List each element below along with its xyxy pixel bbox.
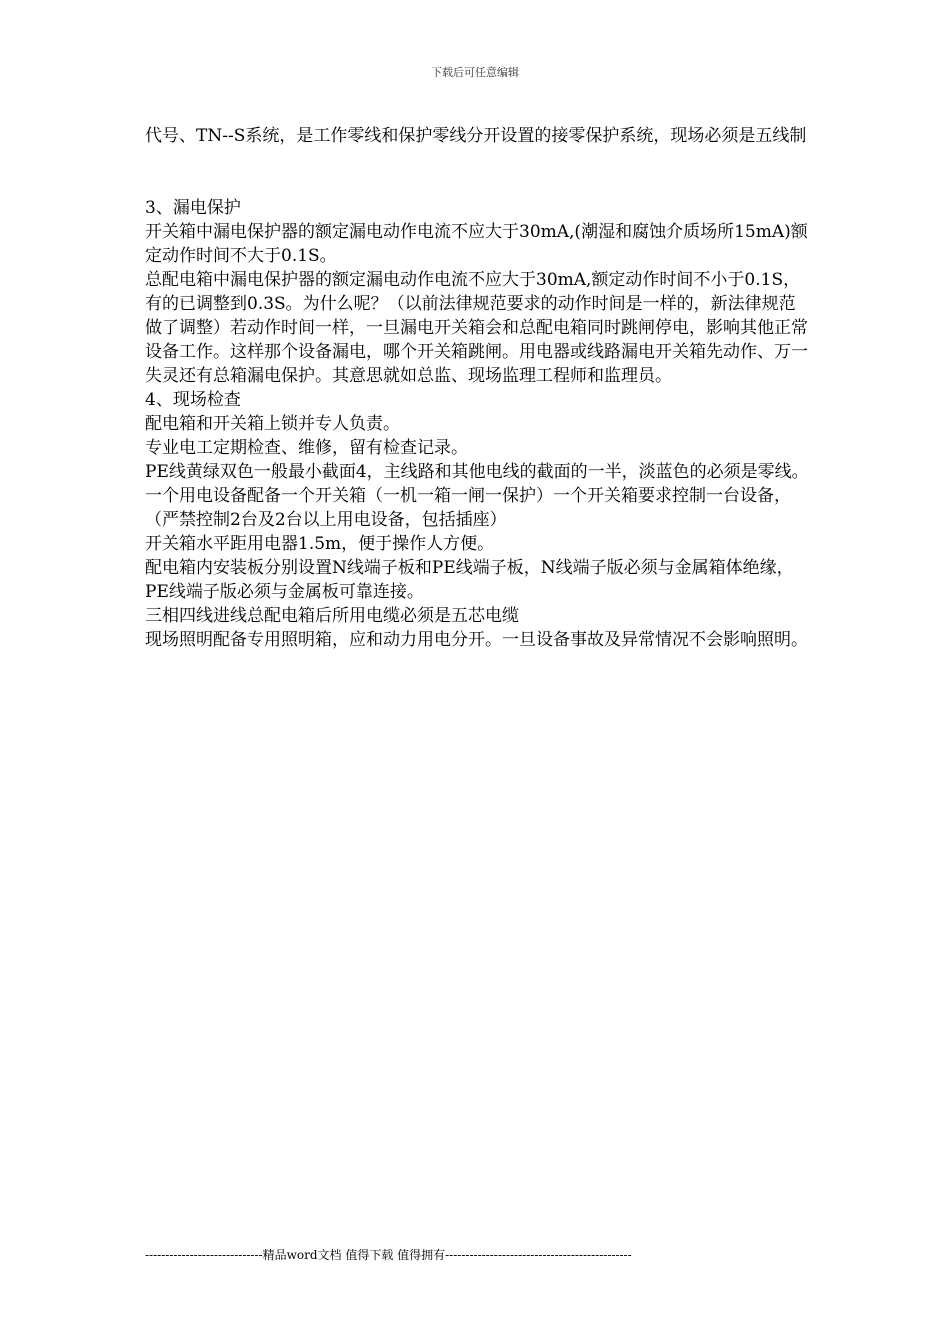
section-3-heading: 3、漏电保护 [145,198,241,218]
section-4-paragraph-4: 一个用电设备配备一个开关箱（一机一箱一闸一保护）一个开关箱要求控制一台设备，（严禁控制2台及2台以上用电设备，包括插座） [145,486,791,530]
section-4-paragraph-8: 现场照明配备专用照明箱，应和动力用电分开。一旦设备事故及异常情况不会影响照明。 [145,630,808,650]
section-4-heading: 4、现场检查 [145,390,241,410]
paragraph-gap [145,148,810,196]
intro-paragraph: 代号、TN--S系统，是工作零线和保护零线分开设置的接零保护系统，现场必须是五线制 [145,126,807,146]
section-4-paragraph-1: 配电箱和开关箱上锁并专人负责。 [145,414,400,434]
section-4-paragraph-5: 开关箱水平距用电器1.5m，便于操作人方便。 [145,534,495,554]
section-4-paragraph-6: 配电箱内安装板分别设置N线端子板和PE线端子板，N线端子版必须与金属箱体绝缘，PE线端子版必须与金属板可靠连接。 [145,558,794,602]
section-3-paragraph-2: 总配电箱中漏电保护器的额定漏电动作电流不应大于30mA,额定动作时间不小于0.1S，有的已调整到0.3S。为什么呢？（以前法律规范要求的动作时间是一样的，新法律规范做了调整）若动作时间一样，一旦漏电开关箱会和总配电箱同时跳闸停电，影响其他正常设备工作。这样那个设备漏电，哪个开关箱跳闸。用电器或线路漏电开关箱先动作、万一失灵还有总箱漏电保护。其意思就如总监、现场监理工程师和监理员。 [145,270,808,386]
page-header: 下载后可任意编辑 [431,66,519,79]
page-footer: -----------------------------精品word文档 值得下载 值得拥有---------------------------------------------- [145,1248,632,1262]
section-3-paragraph-1: 开关箱中漏电保护器的额定漏电动作电流不应大于30mA,(潮湿和腐蚀介质场所15mA)额定动作时间不大于0.1S。 [145,222,808,266]
section-4-paragraph-3: PE线黄绿双色一般最小截面4，主线路和其他电线的截面的一半，淡蓝色的必须是零线。 [145,462,809,482]
section-4-paragraph-7: 三相四线进线总配电箱后所用电缆必须是五芯电缆 [145,606,519,626]
section-4-paragraph-2: 专业电工定期检查、维修，留有检查记录。 [145,438,468,458]
document-body [145,124,810,652]
